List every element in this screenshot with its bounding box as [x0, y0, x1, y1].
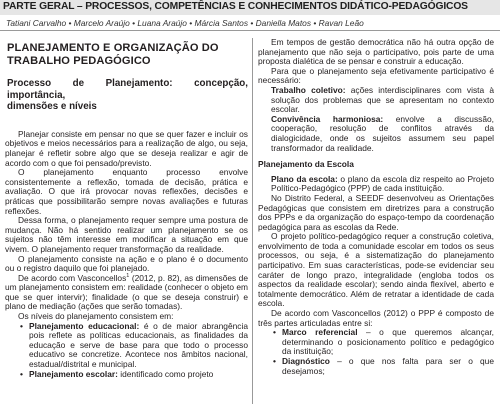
section-header-band: [0, 0, 500, 15]
bullet-label: Marco referencial: [282, 327, 358, 338]
bullet-text: – o que nos falta para ser o que desejamos;: [282, 356, 494, 376]
item-label: Convivência harmoniosa:: [271, 113, 384, 124]
bullet-label: Planejamento educacional:: [29, 320, 140, 331]
subsection-title: [7, 78, 248, 113]
bullet-text: identificado como projeto: [117, 368, 214, 379]
paragraph-participativo: Para que o planejamento seja efetivamente participativo é necessário:: [258, 65, 494, 86]
chapter-title: [7, 42, 248, 67]
paragraph-dimensoes: [5, 274, 248, 312]
paragraph-ppp: O projeto político-pedagógico requer a construção coletiva, envolvimento de toda a comunidade escolar em todos os seus processos, ou seja, é a sistematização do planejamento participativo. Em suas características, pode-se evidenciar seu caráter de longo prazo, integralidade (engloba todos os aspectos da realidade escolar); sendo ainda flexível, aberto e totalmente democrático. Além de retratar a identidade de cada escola.: [258, 231, 494, 309]
bullet-planejamento-escolar: [5, 370, 248, 380]
subsection-title-line-2: dimensões e níveis: [7, 101, 97, 113]
header-divider: [0, 30, 500, 31]
paragraph-distrito-federal: No Distrito Federal, a SEEDF desenvolveu as Orientações Pedagógicas que consistem em diretrizes para a construção dos PPPs e da organização do espaço-tempo da coordenação pedagógica para as escolas da Rede.: [258, 192, 494, 232]
bullet-label: Diagnóstico: [282, 356, 330, 366]
chapter-title-line-1: PLANEJAMENTO E ORGANIZAÇÃO DO: [7, 42, 219, 54]
bullet-label: Planejamento escolar:: [29, 368, 118, 379]
item-text: o plano da escola diz respeito ao Projeto Político-Pedagógico (PPP) de cada instituição.: [271, 173, 494, 194]
item-label: Trabalho coletivo:: [271, 84, 346, 95]
paragraph-mudanca: Dessa forma, o planejamento requer sempre uma postura de mudança. Não há sentido realizar um planejamento se os sujeitos não têm interesse em modificar a situação em que vivem. O planejamento requer transformação da realidade.: [5, 215, 248, 254]
paragraph-niveis: Os níveis do planejamento consistem em:: [18, 311, 174, 322]
chapter-title-line-2: TRABALHO PEDAGÓGICO: [7, 54, 151, 67]
bullet-planejamento-educacional: [5, 322, 248, 370]
bullet-text: é o de maior abrangência pois reflete as políticas educacionais, as finalidades da educação e serve de base para que todo o processo educativo se concretize. Acontece nos âmbitos nacional, estadual/distrital e municipal.: [29, 320, 248, 370]
paragraph-plano-da-escola: [258, 175, 494, 194]
right-column: [258, 38, 494, 376]
left-column: [5, 38, 248, 379]
column-divider: [252, 38, 253, 404]
paragraph-tres-partes: De acordo com Vasconcellos (2012) o PPP é composto de três partes articuladas entre si:: [258, 308, 494, 328]
item-trabalho-coletivo: [258, 86, 494, 115]
item-text: ações interdisciplinares com vista à solução dos problemas que se apresentam no contexto escolar.: [271, 84, 494, 115]
section-title: PARTE GERAL – PROCESSOS, COMPETÊNCIAS E CONHECIMENTOS DIDÁTICO-PEDAGÓGICOS: [3, 1, 468, 12]
section-heading-planejamento-escola: Planejamento da Escola: [258, 159, 354, 170]
bullet-marco-referencial: [258, 328, 494, 357]
item-convivencia-harmoniosa: [258, 115, 494, 153]
bullet-text: – o que queremos alcançar, determinando o posicionamento político e pedagógico da instituição;: [282, 327, 494, 357]
text-run: De acordo com Vasconcellos: [18, 272, 127, 283]
paragraph-acao-plano: O planejamento consiste na ação e o plano é o documento ou o registro daquilo que foi planejado.: [5, 253, 248, 274]
item-text: envolve a discussão, cooperação, resolução de conflitos através da dialogicidade, onde os sujeitos assumem seu papel transformador da realidade.: [271, 113, 494, 153]
paragraph-gestao-democratica: Em tempos de gestão democrática não há outra opção de planejamento que não seja o participativo, pois parte de uma proposta dialética de se pensar e construir a educação.: [258, 37, 494, 67]
item-label: Plano da escola:: [271, 173, 338, 184]
author-list: Tatiani Carvalho • Marcelo Araújo • Luana Araújo • Márcia Santos • Daniella Matos • Ravan Leão: [6, 18, 364, 28]
paragraph-processo: O planejamento enquanto processo envolve consistentemente a reflexão, tomada de decisão, prática e avaliação. O que irá provocar novas reflexões, decisões e práticas que possibilitarão sempre novas avaliações e futuras reflexões.: [5, 167, 248, 216]
text-run: (2012, p. 82), as dimensões de um planejamento consistem em: realidade (conhecer o objeto em que se quer intervir); finalidade (o que se deseja construir) e plano de mediação (ações que serão tomadas).: [5, 272, 249, 312]
paragraph-planejar: Planejar consiste em pensar no que se quer fazer e incluir os objetivos e meios necessários para a realização de algo, ou seja, planejar é refletir sobre algo que se deseja realizar e agir de acordo com o que foi pensado/previsto.: [5, 128, 248, 168]
footnote-marker: 1: [126, 272, 130, 279]
bullet-diagnostico: [258, 357, 494, 376]
subsection-title-line-1: Processo de Planejamento: concepção, importância,: [7, 78, 248, 101]
